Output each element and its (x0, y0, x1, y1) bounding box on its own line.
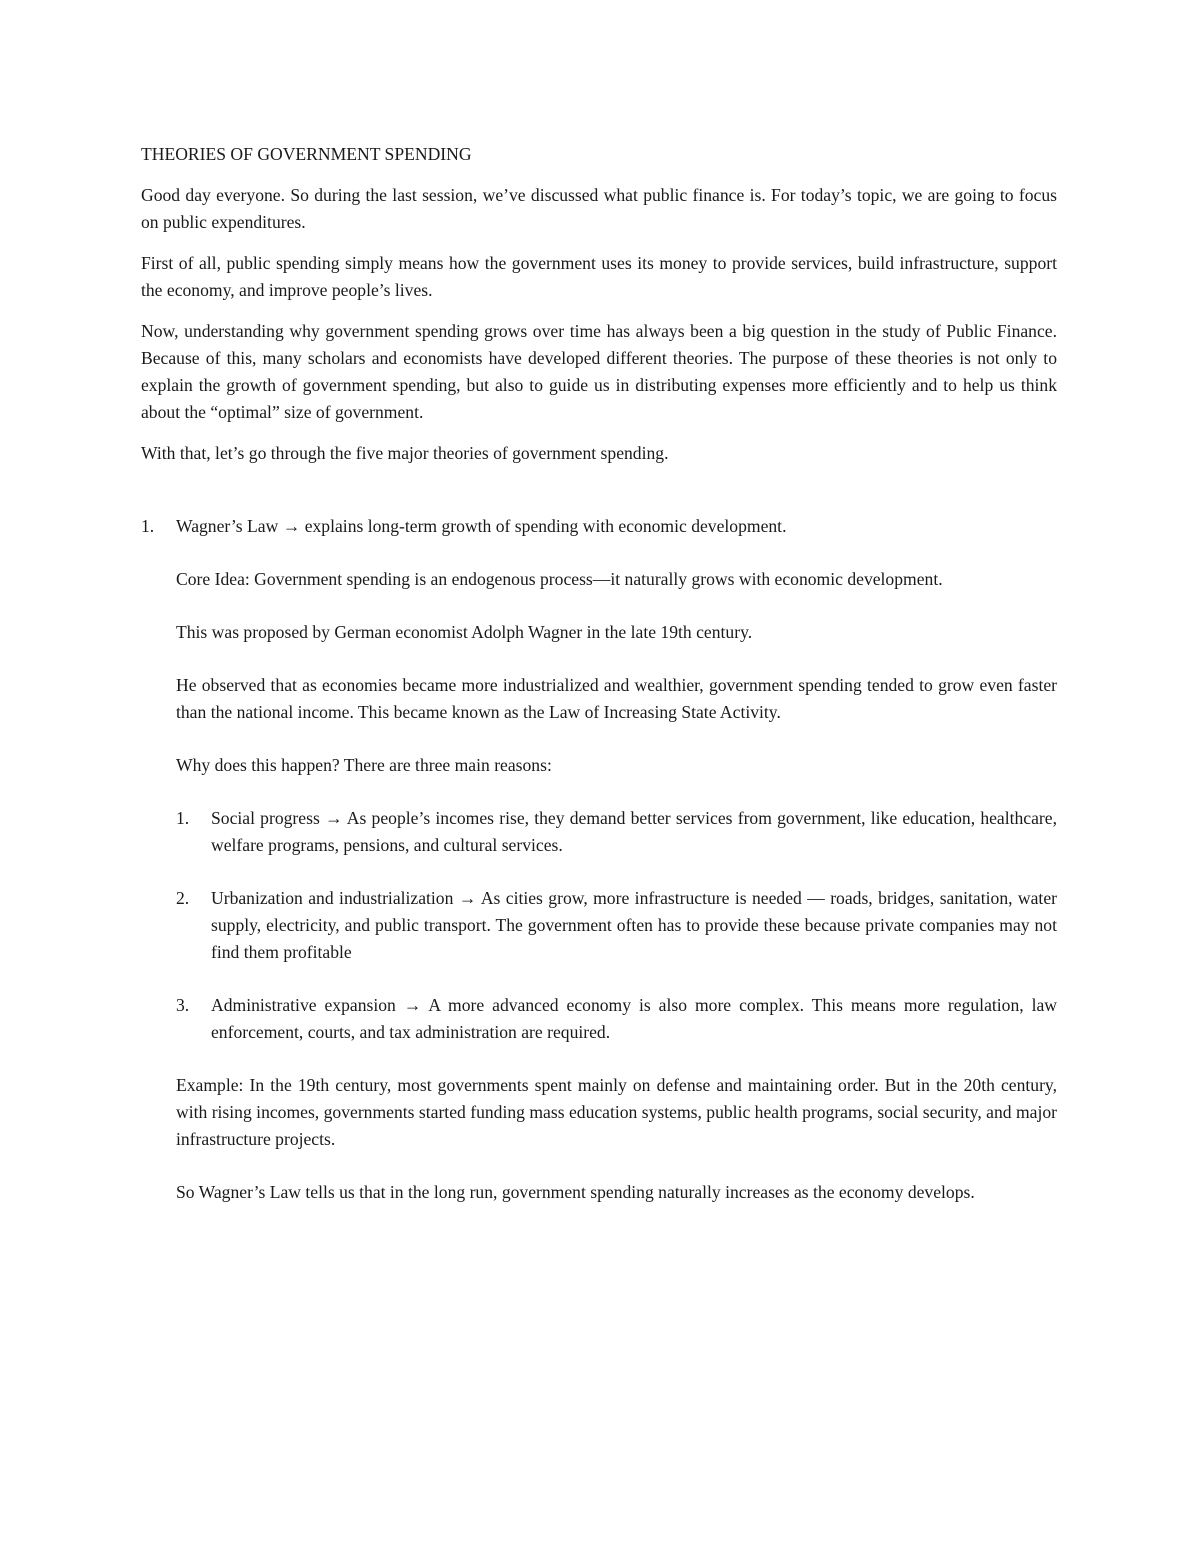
reason-item (176, 805, 1057, 859)
reasons-intro-paragraph: Why does this happen? There are three main reasons: (176, 755, 552, 775)
reason-text: Administrative expansion → A more advanced economy is also more complex. This means more regulation, law enforcement, courts, and tax administration are required. (211, 995, 1057, 1042)
section-spacer (141, 481, 1057, 513)
reason-number: 3. (176, 995, 190, 1015)
theories-purpose-paragraph: Now, understanding why government spending grows over time has always been a big question in the study of Public Finance. Because of this, many scholars and economists have developed different theories. The purpose of these theories is not only to explain the growth of government spending, but also to guide us in distributing expenses more efficiently and to help us think about the “optimal” size of government. (141, 321, 1057, 422)
reason-item (176, 992, 1057, 1046)
observation-paragraph: He observed that as economies became more industrialized and wealthier, government spending tended to grow even faster than the national income. This became known as the Law of Increasing State Activity. (176, 675, 1057, 722)
example-paragraph: Example: In the 19th century, most governments spent mainly on defense and maintaining order. But in the 20th century, with rising incomes, governments started funding mass education systems, public health programs, social security, and major infrastructure projects. (176, 1075, 1057, 1149)
document-title: THEORIES OF GOVERNMENT SPENDING (141, 144, 472, 164)
theory-body (176, 513, 1057, 1232)
reasons-list (176, 805, 1057, 1046)
conclusion-paragraph: So Wagner’s Law tells us that in the long run, government spending naturally increases as the economy develops. (176, 1182, 975, 1202)
definition-paragraph: First of all, public spending simply means how the government uses its money to provide services, build infrastructure, support the economy, and improve people’s lives. (141, 253, 1057, 300)
reason-text: Urbanization and industrialization → As cities grow, more infrastructure is needed — roads, bridges, sanitation, water supply, electricity, and public transport. The government often has to provide these because private companies may not find them profitable (211, 888, 1057, 962)
core-idea-paragraph: Core Idea: Government spending is an endogenous process—it naturally grows with economic development. (176, 569, 943, 589)
theory-number: 1. (141, 516, 155, 536)
reason-number: 2. (176, 888, 190, 908)
theory-heading: Wagner’s Law → explains long-term growth of spending with economic development. (176, 516, 787, 536)
transition-paragraph: With that, let’s go through the five major theories of government spending. (141, 443, 669, 463)
reason-number: 1. (176, 808, 190, 828)
intro-paragraph: Good day everyone. So during the last session, we’ve discussed what public finance is. For today’s topic, we are going to focus on public expenditures. (141, 185, 1057, 232)
theory-item-wagners-law (141, 513, 1057, 1232)
proposed-by-paragraph: This was proposed by German economist Adolph Wagner in the late 19th century. (176, 622, 753, 642)
reason-item (176, 885, 1057, 966)
reason-text: Social progress → As people’s incomes rise, they demand better services from government, like education, healthcare, welfare programs, pensions, and cultural services. (211, 808, 1057, 855)
